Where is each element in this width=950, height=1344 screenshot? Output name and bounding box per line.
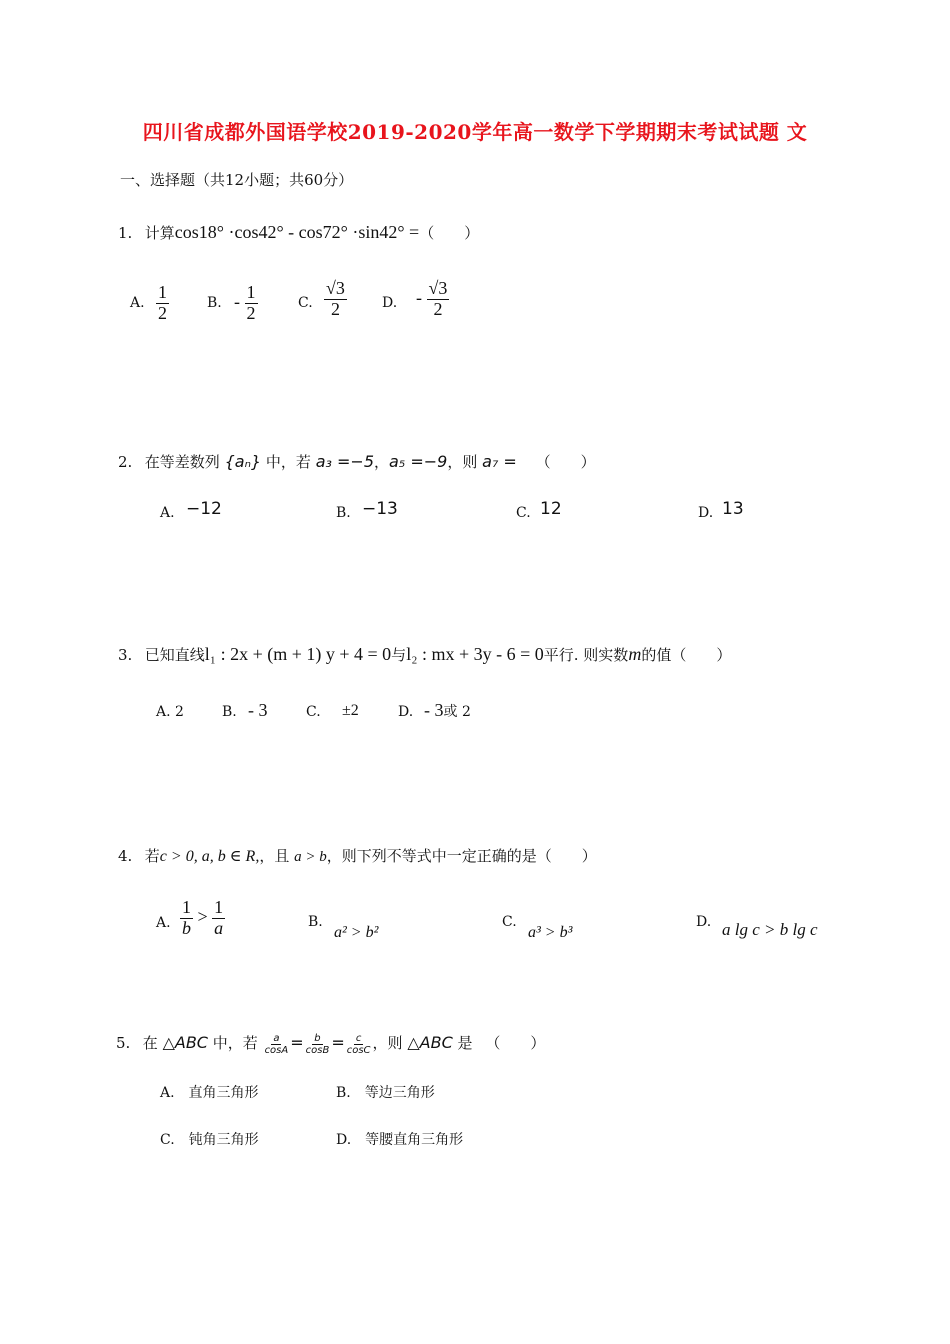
numerator: 1 [246, 282, 256, 302]
minus-sign: - [234, 291, 240, 312]
triangle-abc: △ABC [407, 1033, 453, 1052]
q5-option-d: D. 等腰直角三角形 [336, 1132, 464, 1148]
question-text: 在等差数列 [144, 453, 220, 471]
answer-paren: （ ） [535, 453, 596, 471]
q3-option-b-value: - 3 [248, 700, 268, 720]
condition-expression: c > 0, a, b ∈ R, [159, 848, 260, 865]
q1-option-a-value [156, 283, 169, 324]
question-number: 1. [118, 224, 133, 242]
question-text: 中，若 [265, 453, 311, 471]
question-text: ，则 [372, 1034, 403, 1052]
question-text: ，则下列不等式中一定正确的是（ ） [326, 847, 597, 865]
equals-sign: = [331, 1033, 345, 1052]
numerator: 1 [158, 282, 167, 302]
q3-option-d-value [424, 700, 471, 721]
q1-option-d-value [416, 279, 449, 320]
denominator: 2 [433, 298, 443, 319]
value-or-two: 或 2 [443, 704, 471, 720]
question-text: ，则 [447, 453, 478, 471]
numerator: √3 [326, 278, 345, 298]
question-3 [118, 644, 731, 665]
q4-option-b-label: B. [308, 914, 323, 930]
q2-option-b-value: −13 [362, 499, 398, 519]
q2-option-b-label: B. [336, 505, 351, 521]
q1-option-b-value [234, 283, 258, 324]
numerator: √3 [428, 278, 448, 298]
q2-option-a-label: A. [160, 505, 175, 521]
q4-option-b-value: a² > b² [334, 924, 379, 941]
denominator: 2 [246, 302, 256, 323]
variable-m: m [628, 644, 642, 664]
q1-option-d-label: D. [382, 295, 398, 311]
answer-paren: （ ） [485, 1034, 546, 1052]
numerator: 1 [214, 897, 224, 917]
denominator: 2 [330, 298, 340, 319]
minus-sign: - [416, 287, 422, 308]
q2-option-d-label: D. [698, 505, 714, 521]
question-number: 3. [118, 646, 133, 664]
q4-option-c-value: a³ > b³ [528, 924, 573, 941]
q5-option-c: C. 钝角三角形 [160, 1132, 259, 1148]
greater-than: > [197, 906, 208, 927]
condition-a-gt-b: a > b [294, 849, 327, 865]
q1-option-b-label: B. [207, 295, 222, 311]
question-number: 4. [118, 847, 133, 865]
question-expression: cos18° ·cos42° - cos72° ·sin42° = [174, 222, 420, 242]
q2-option-a-value: −12 [186, 499, 222, 519]
numerator: 1 [182, 897, 191, 917]
denominator-cosA: cosA [264, 1044, 289, 1056]
triangle-abc: △ABC [162, 1033, 208, 1052]
q4-option-a-label: A. [156, 915, 171, 931]
term-a3: a₃ =−5 [315, 452, 374, 471]
term-a7: a₇ = [482, 452, 517, 471]
question-text: 平行. 则实数 [543, 646, 629, 664]
question-text: 若 [144, 847, 160, 865]
line-l1-equation: l₁ : 2x + (m + 1) y + 4 = 0 [204, 644, 392, 664]
separator: ， [374, 453, 390, 471]
q4-option-d-value: a lg c > b lg c [722, 920, 818, 939]
q1-option-c-value [324, 279, 347, 320]
denominator-cosC: cosC [346, 1044, 371, 1056]
question-text: 与 [391, 646, 407, 664]
question-text: 计算 [144, 224, 175, 242]
question-text: 的值（ ） [641, 646, 732, 664]
q1-option-a-label: A. [130, 295, 145, 311]
q4-option-c-label: C. [502, 914, 517, 930]
denominator-a: a [214, 917, 224, 938]
question-text: ，且 [259, 847, 290, 865]
question-1 [118, 222, 479, 243]
q4-option-d-label: D. [696, 914, 712, 930]
q3-option-c-label: C. [306, 704, 321, 720]
question-text: 已知直线 [144, 646, 205, 664]
denominator: 2 [158, 302, 167, 323]
numerator-b: b [314, 1032, 321, 1044]
section-heading: 一、选择题（共12小题；共60分） [120, 171, 354, 189]
question-2 [118, 451, 596, 472]
q5-option-b: B. 等边三角形 [336, 1085, 435, 1101]
line-l2-equation: l₂ : mx + 3y - 6 = 0 [406, 644, 544, 664]
q4-option-a-value [180, 898, 225, 939]
q2-option-c-value: 12 [540, 499, 562, 519]
question-text: 是 [457, 1034, 473, 1052]
question-number: 5. [116, 1034, 131, 1052]
denominator-b: b [182, 917, 191, 938]
question-number: 2. [118, 453, 133, 471]
q3-option-c-value: ±2 [342, 702, 359, 719]
q3-option-a: A. 2 [156, 704, 184, 720]
sequence-symbol: {aₙ} [224, 452, 262, 471]
denominator-cosB: cosB [305, 1044, 330, 1056]
numerator-c: c [355, 1032, 362, 1044]
q3-option-b-label: B. [222, 704, 237, 720]
q5-option-a: A. 直角三角形 [160, 1085, 259, 1101]
numerator-a: a [273, 1032, 280, 1044]
question-4 [118, 845, 597, 866]
q2-option-d-value: 13 [722, 499, 744, 519]
q3-option-d-label: D. [398, 704, 414, 720]
page-title: 四川省成都外国语学校2019-2020学年高一数学下学期期末考试试题 文 [142, 120, 808, 144]
q1-option-c-label: C. [298, 295, 313, 311]
value-negative-three: - 3 [424, 700, 444, 720]
q2-option-c-label: C. [516, 505, 531, 521]
question-text: 中，若 [212, 1034, 258, 1052]
question-text: 在 [142, 1034, 158, 1052]
equals-sign: = [290, 1033, 304, 1052]
answer-paren: （ ） [419, 224, 480, 242]
question-5 [116, 1032, 545, 1056]
term-a5: a₅ =−9 [389, 452, 448, 471]
